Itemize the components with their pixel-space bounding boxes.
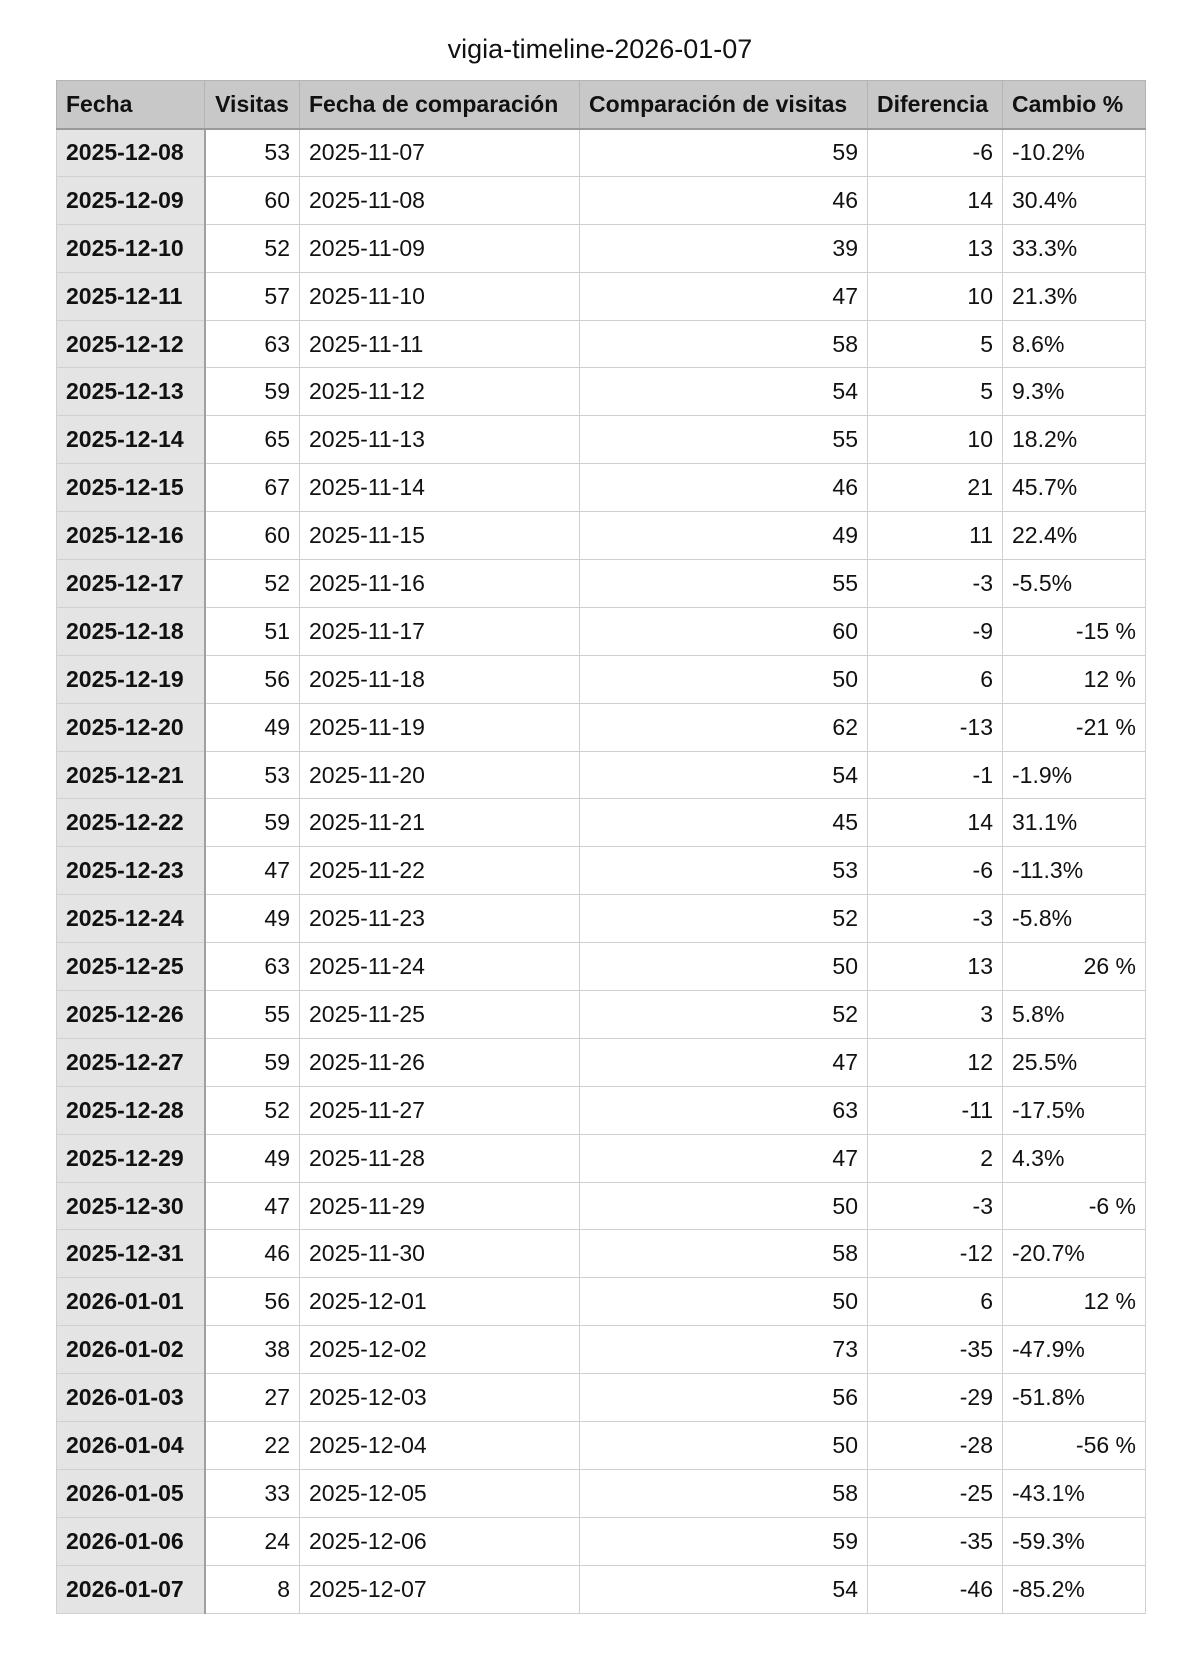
cell-fecha[interactable]: 2026-01-07 bbox=[57, 1565, 205, 1613]
cell-fecha-de-comparacion[interactable]: 2025-11-11 bbox=[300, 320, 580, 368]
cell-fecha[interactable]: 2025-12-19 bbox=[57, 655, 205, 703]
cell-visitas[interactable]: 49 bbox=[205, 703, 300, 751]
cell-fecha-de-comparacion[interactable]: 2025-11-19 bbox=[300, 703, 580, 751]
cell-comparacion-de-visitas[interactable]: 58 bbox=[580, 320, 868, 368]
cell-comparacion-de-visitas[interactable]: 47 bbox=[580, 272, 868, 320]
cell-cambio[interactable]: 30.4% bbox=[1003, 176, 1146, 224]
cell-fecha-de-comparacion[interactable]: 2025-11-17 bbox=[300, 607, 580, 655]
cell-cambio[interactable]: 22.4% bbox=[1003, 512, 1146, 560]
table-row bbox=[57, 1374, 1146, 1422]
table-row bbox=[57, 703, 1146, 751]
table-row bbox=[57, 272, 1146, 320]
cell-fecha[interactable]: 2025-12-28 bbox=[57, 1086, 205, 1134]
cell-comparacion-de-visitas[interactable]: 58 bbox=[580, 1469, 868, 1517]
cell-fecha-de-comparacion[interactable]: 2025-11-16 bbox=[300, 560, 580, 608]
cell-visitas[interactable]: 57 bbox=[205, 272, 300, 320]
cell-diferencia[interactable]: 14 bbox=[868, 799, 1003, 847]
cell-comparacion-de-visitas[interactable]: 47 bbox=[580, 1134, 868, 1182]
cell-fecha[interactable]: 2025-12-15 bbox=[57, 464, 205, 512]
cell-diferencia[interactable]: 13 bbox=[868, 224, 1003, 272]
table-row bbox=[57, 129, 1146, 177]
cell-comparacion-de-visitas[interactable]: 54 bbox=[580, 751, 868, 799]
table-row bbox=[57, 560, 1146, 608]
cell-diferencia[interactable]: 6 bbox=[868, 655, 1003, 703]
cell-comparacion-de-visitas[interactable]: 50 bbox=[580, 1182, 868, 1230]
cell-visitas[interactable]: 59 bbox=[205, 368, 300, 416]
cell-cambio[interactable]: -56 % bbox=[1003, 1422, 1146, 1470]
cell-comparacion-de-visitas[interactable]: 50 bbox=[580, 943, 868, 991]
sheet-title: vigia-timeline-2026-01-07 bbox=[447, 34, 753, 64]
cell-comparacion-de-visitas[interactable]: 50 bbox=[580, 655, 868, 703]
cell-fecha[interactable]: 2025-12-27 bbox=[57, 1038, 205, 1086]
cell-comparacion-de-visitas[interactable]: 58 bbox=[580, 1230, 868, 1278]
cell-cambio[interactable]: -11.3% bbox=[1003, 847, 1146, 895]
cell-cambio[interactable]: 5.8% bbox=[1003, 991, 1146, 1039]
cell-comparacion-de-visitas[interactable]: 46 bbox=[580, 464, 868, 512]
cell-visitas[interactable]: 27 bbox=[205, 1374, 300, 1422]
cell-cambio[interactable]: -59.3% bbox=[1003, 1517, 1146, 1565]
table-row bbox=[57, 320, 1146, 368]
cell-cambio[interactable]: 4.3% bbox=[1003, 1134, 1146, 1182]
cell-fecha-de-comparacion[interactable]: 2025-11-22 bbox=[300, 847, 580, 895]
cell-comparacion-de-visitas[interactable]: 54 bbox=[580, 1565, 868, 1613]
cell-diferencia[interactable]: 10 bbox=[868, 272, 1003, 320]
cell-fecha[interactable]: 2026-01-03 bbox=[57, 1374, 205, 1422]
cell-diferencia[interactable]: 12 bbox=[868, 1038, 1003, 1086]
cell-diferencia[interactable]: 5 bbox=[868, 320, 1003, 368]
cell-cambio[interactable]: -20.7% bbox=[1003, 1230, 1146, 1278]
cell-diferencia[interactable]: -12 bbox=[868, 1230, 1003, 1278]
cell-diferencia[interactable]: -9 bbox=[868, 607, 1003, 655]
cell-fecha-de-comparacion[interactable]: 2025-12-03 bbox=[300, 1374, 580, 1422]
cell-fecha-de-comparacion[interactable]: 2025-11-29 bbox=[300, 1182, 580, 1230]
cell-visitas[interactable]: 46 bbox=[205, 1230, 300, 1278]
cell-visitas[interactable]: 59 bbox=[205, 799, 300, 847]
cell-fecha[interactable]: 2025-12-08 bbox=[57, 129, 205, 177]
cell-diferencia[interactable]: -29 bbox=[868, 1374, 1003, 1422]
cell-fecha-de-comparacion[interactable]: 2025-11-30 bbox=[300, 1230, 580, 1278]
table-row bbox=[57, 1278, 1146, 1326]
cell-cambio[interactable]: -15 % bbox=[1003, 607, 1146, 655]
cell-fecha-de-comparacion[interactable]: 2025-11-14 bbox=[300, 464, 580, 512]
cell-visitas[interactable]: 52 bbox=[205, 560, 300, 608]
cell-fecha[interactable]: 2025-12-21 bbox=[57, 751, 205, 799]
cell-diferencia[interactable]: -13 bbox=[868, 703, 1003, 751]
cell-visitas[interactable]: 53 bbox=[205, 129, 300, 177]
cell-cambio[interactable]: -21 % bbox=[1003, 703, 1146, 751]
cell-visitas[interactable]: 51 bbox=[205, 607, 300, 655]
table-row bbox=[57, 1517, 1146, 1565]
cell-cambio[interactable]: 18.2% bbox=[1003, 416, 1146, 464]
cell-cambio[interactable]: -47.9% bbox=[1003, 1326, 1146, 1374]
cell-comparacion-de-visitas[interactable]: 39 bbox=[580, 224, 868, 272]
cell-fecha-de-comparacion[interactable]: 2025-11-12 bbox=[300, 368, 580, 416]
cell-visitas[interactable]: 38 bbox=[205, 1326, 300, 1374]
cell-fecha[interactable]: 2025-12-09 bbox=[57, 176, 205, 224]
cell-fecha[interactable]: 2025-12-13 bbox=[57, 368, 205, 416]
cell-cambio[interactable]: -10.2% bbox=[1003, 129, 1146, 177]
cell-visitas[interactable]: 60 bbox=[205, 512, 300, 560]
cell-fecha-de-comparacion[interactable]: 2025-11-07 bbox=[300, 129, 580, 177]
cell-cambio[interactable]: -85.2% bbox=[1003, 1565, 1146, 1613]
cell-fecha[interactable]: 2025-12-24 bbox=[57, 895, 205, 943]
cell-visitas[interactable]: 53 bbox=[205, 751, 300, 799]
cell-comparacion-de-visitas[interactable]: 55 bbox=[580, 416, 868, 464]
cell-cambio[interactable]: -5.8% bbox=[1003, 895, 1146, 943]
cell-visitas[interactable]: 65 bbox=[205, 416, 300, 464]
table-row bbox=[57, 1134, 1146, 1182]
cell-diferencia[interactable]: -6 bbox=[868, 847, 1003, 895]
cell-visitas[interactable]: 67 bbox=[205, 464, 300, 512]
table-row bbox=[57, 895, 1146, 943]
cell-cambio[interactable]: 25.5% bbox=[1003, 1038, 1146, 1086]
cell-fecha[interactable]: 2025-12-10 bbox=[57, 224, 205, 272]
cell-cambio[interactable]: 8.6% bbox=[1003, 320, 1146, 368]
cell-fecha-de-comparacion[interactable]: 2025-11-09 bbox=[300, 224, 580, 272]
cell-fecha[interactable]: 2025-12-12 bbox=[57, 320, 205, 368]
cell-diferencia[interactable]: -35 bbox=[868, 1517, 1003, 1565]
cell-diferencia[interactable]: -46 bbox=[868, 1565, 1003, 1613]
cell-visitas[interactable]: 49 bbox=[205, 1134, 300, 1182]
table-row bbox=[57, 512, 1146, 560]
cell-cambio[interactable]: 26 % bbox=[1003, 943, 1146, 991]
cell-fecha[interactable]: 2025-12-29 bbox=[57, 1134, 205, 1182]
table-row bbox=[57, 847, 1146, 895]
cell-fecha[interactable]: 2025-12-23 bbox=[57, 847, 205, 895]
cell-fecha[interactable]: 2026-01-05 bbox=[57, 1469, 205, 1517]
cell-fecha[interactable]: 2025-12-16 bbox=[57, 512, 205, 560]
cell-comparacion-de-visitas[interactable]: 63 bbox=[580, 1086, 868, 1134]
cell-diferencia[interactable]: -25 bbox=[868, 1469, 1003, 1517]
cell-diferencia[interactable]: -3 bbox=[868, 895, 1003, 943]
cell-comparacion-de-visitas[interactable]: 60 bbox=[580, 607, 868, 655]
cell-visitas[interactable]: 60 bbox=[205, 176, 300, 224]
cell-visitas[interactable]: 55 bbox=[205, 991, 300, 1039]
cell-diferencia[interactable]: 5 bbox=[868, 368, 1003, 416]
cell-cambio[interactable]: 21.3% bbox=[1003, 272, 1146, 320]
cell-fecha-de-comparacion[interactable]: 2025-11-26 bbox=[300, 1038, 580, 1086]
column-header-comparacion-de-visitas[interactable]: Comparación de visitas bbox=[580, 81, 868, 129]
cell-visitas[interactable]: 56 bbox=[205, 1278, 300, 1326]
cell-fecha-de-comparacion[interactable]: 2025-11-13 bbox=[300, 416, 580, 464]
cell-diferencia[interactable]: -28 bbox=[868, 1422, 1003, 1470]
cell-comparacion-de-visitas[interactable]: 73 bbox=[580, 1326, 868, 1374]
cell-fecha-de-comparacion[interactable]: 2025-12-02 bbox=[300, 1326, 580, 1374]
cell-fecha-de-comparacion[interactable]: 2025-12-04 bbox=[300, 1422, 580, 1470]
cell-comparacion-de-visitas[interactable]: 50 bbox=[580, 1278, 868, 1326]
cell-diferencia[interactable]: 10 bbox=[868, 416, 1003, 464]
header-row bbox=[57, 81, 1146, 129]
table-row bbox=[57, 943, 1146, 991]
cell-fecha-de-comparacion[interactable]: 2025-11-21 bbox=[300, 799, 580, 847]
cell-visitas[interactable]: 56 bbox=[205, 655, 300, 703]
cell-comparacion-de-visitas[interactable]: 52 bbox=[580, 991, 868, 1039]
cell-fecha[interactable]: 2025-12-22 bbox=[57, 799, 205, 847]
cell-comparacion-de-visitas[interactable]: 45 bbox=[580, 799, 868, 847]
cell-cambio[interactable]: -6 % bbox=[1003, 1182, 1146, 1230]
cell-fecha[interactable]: 2025-12-26 bbox=[57, 991, 205, 1039]
cell-fecha[interactable]: 2025-12-20 bbox=[57, 703, 205, 751]
column-header-fecha-de-comparacion[interactable]: Fecha de comparación bbox=[300, 81, 580, 129]
cell-visitas[interactable]: 59 bbox=[205, 1038, 300, 1086]
cell-cambio[interactable]: 31.1% bbox=[1003, 799, 1146, 847]
cell-fecha[interactable]: 2026-01-02 bbox=[57, 1326, 205, 1374]
cell-fecha[interactable]: 2025-12-17 bbox=[57, 560, 205, 608]
cell-comparacion-de-visitas[interactable]: 59 bbox=[580, 1517, 868, 1565]
cell-diferencia[interactable]: -3 bbox=[868, 560, 1003, 608]
cell-fecha-de-comparacion[interactable]: 2025-11-20 bbox=[300, 751, 580, 799]
cell-cambio[interactable]: -1.9% bbox=[1003, 751, 1146, 799]
cell-cambio[interactable]: -17.5% bbox=[1003, 1086, 1146, 1134]
cell-diferencia[interactable]: 2 bbox=[868, 1134, 1003, 1182]
cell-fecha-de-comparacion[interactable]: 2025-11-25 bbox=[300, 991, 580, 1039]
table-row bbox=[57, 1326, 1146, 1374]
cell-visitas[interactable]: 33 bbox=[205, 1469, 300, 1517]
column-header-cambio[interactable]: Cambio % bbox=[1003, 81, 1146, 129]
cell-comparacion-de-visitas[interactable]: 49 bbox=[580, 512, 868, 560]
cell-diferencia[interactable]: -11 bbox=[868, 1086, 1003, 1134]
table-row bbox=[57, 799, 1146, 847]
table-row bbox=[57, 1230, 1146, 1278]
table-row bbox=[57, 1469, 1146, 1517]
cell-diferencia[interactable]: 6 bbox=[868, 1278, 1003, 1326]
cell-fecha[interactable]: 2025-12-14 bbox=[57, 416, 205, 464]
cell-visitas[interactable]: 52 bbox=[205, 224, 300, 272]
cell-diferencia[interactable]: -3 bbox=[868, 1182, 1003, 1230]
cell-fecha-de-comparacion[interactable]: 2025-11-15 bbox=[300, 512, 580, 560]
cell-fecha-de-comparacion[interactable]: 2025-11-28 bbox=[300, 1134, 580, 1182]
table-row bbox=[57, 368, 1146, 416]
table-row bbox=[57, 607, 1146, 655]
cell-diferencia[interactable]: 21 bbox=[868, 464, 1003, 512]
cell-visitas[interactable]: 63 bbox=[205, 943, 300, 991]
cell-fecha-de-comparacion[interactable]: 2025-12-06 bbox=[300, 1517, 580, 1565]
cell-visitas[interactable]: 52 bbox=[205, 1086, 300, 1134]
cell-fecha-de-comparacion[interactable]: 2025-11-10 bbox=[300, 272, 580, 320]
cell-cambio[interactable]: 12 % bbox=[1003, 1278, 1146, 1326]
cell-diferencia[interactable]: 14 bbox=[868, 176, 1003, 224]
data-table bbox=[56, 80, 1146, 1614]
cell-diferencia[interactable]: -35 bbox=[868, 1326, 1003, 1374]
cell-fecha-de-comparacion[interactable]: 2025-11-23 bbox=[300, 895, 580, 943]
table-row bbox=[57, 655, 1146, 703]
cell-cambio[interactable]: 9.3% bbox=[1003, 368, 1146, 416]
cell-comparacion-de-visitas[interactable]: 55 bbox=[580, 560, 868, 608]
cell-fecha-de-comparacion[interactable]: 2025-12-05 bbox=[300, 1469, 580, 1517]
cell-cambio[interactable]: 33.3% bbox=[1003, 224, 1146, 272]
cell-diferencia[interactable]: -1 bbox=[868, 751, 1003, 799]
cell-comparacion-de-visitas[interactable]: 46 bbox=[580, 176, 868, 224]
table-row bbox=[57, 991, 1146, 1039]
cell-comparacion-de-visitas[interactable]: 50 bbox=[580, 1422, 868, 1470]
table-row bbox=[57, 416, 1146, 464]
cell-diferencia[interactable]: -6 bbox=[868, 129, 1003, 177]
table-body bbox=[57, 129, 1146, 1614]
cell-fecha[interactable]: 2026-01-04 bbox=[57, 1422, 205, 1470]
cell-comparacion-de-visitas[interactable]: 47 bbox=[580, 1038, 868, 1086]
cell-fecha-de-comparacion[interactable]: 2025-11-27 bbox=[300, 1086, 580, 1134]
cell-cambio[interactable]: 12 % bbox=[1003, 655, 1146, 703]
table-row bbox=[57, 1182, 1146, 1230]
cell-visitas[interactable]: 47 bbox=[205, 1182, 300, 1230]
cell-comparacion-de-visitas[interactable]: 59 bbox=[580, 129, 868, 177]
cell-fecha-de-comparacion[interactable]: 2025-12-01 bbox=[300, 1278, 580, 1326]
cell-diferencia[interactable]: 13 bbox=[868, 943, 1003, 991]
cell-fecha[interactable]: 2025-12-18 bbox=[57, 607, 205, 655]
cell-diferencia[interactable]: 3 bbox=[868, 991, 1003, 1039]
cell-cambio[interactable]: -51.8% bbox=[1003, 1374, 1146, 1422]
cell-cambio[interactable]: 45.7% bbox=[1003, 464, 1146, 512]
cell-visitas[interactable]: 47 bbox=[205, 847, 300, 895]
cell-fecha[interactable]: 2025-12-30 bbox=[57, 1182, 205, 1230]
cell-diferencia[interactable]: 11 bbox=[868, 512, 1003, 560]
cell-fecha-de-comparacion[interactable]: 2025-11-18 bbox=[300, 655, 580, 703]
cell-cambio[interactable]: -43.1% bbox=[1003, 1469, 1146, 1517]
cell-fecha-de-comparacion[interactable]: 2025-11-24 bbox=[300, 943, 580, 991]
cell-comparacion-de-visitas[interactable]: 53 bbox=[580, 847, 868, 895]
cell-comparacion-de-visitas[interactable]: 56 bbox=[580, 1374, 868, 1422]
cell-fecha[interactable]: 2026-01-06 bbox=[57, 1517, 205, 1565]
cell-comparacion-de-visitas[interactable]: 52 bbox=[580, 895, 868, 943]
cell-comparacion-de-visitas[interactable]: 62 bbox=[580, 703, 868, 751]
table-row bbox=[57, 1038, 1146, 1086]
cell-fecha[interactable]: 2025-12-31 bbox=[57, 1230, 205, 1278]
cell-visitas[interactable]: 24 bbox=[205, 1517, 300, 1565]
cell-visitas[interactable]: 8 bbox=[205, 1565, 300, 1613]
table-row bbox=[57, 1422, 1146, 1470]
table-row bbox=[57, 464, 1146, 512]
column-header-fecha[interactable]: Fecha bbox=[57, 81, 205, 129]
table-row bbox=[57, 1565, 1146, 1613]
cell-comparacion-de-visitas[interactable]: 54 bbox=[580, 368, 868, 416]
cell-fecha[interactable]: 2025-12-11 bbox=[57, 272, 205, 320]
column-header-diferencia[interactable]: Diferencia bbox=[868, 81, 1003, 129]
table-row bbox=[57, 1086, 1146, 1134]
table-row bbox=[57, 751, 1146, 799]
column-header-visitas[interactable]: Visitas bbox=[205, 81, 300, 129]
table-row bbox=[57, 176, 1146, 224]
cell-fecha-de-comparacion[interactable]: 2025-12-07 bbox=[300, 1565, 580, 1613]
table-row bbox=[57, 224, 1146, 272]
cell-visitas[interactable]: 49 bbox=[205, 895, 300, 943]
cell-visitas[interactable]: 63 bbox=[205, 320, 300, 368]
cell-visitas[interactable]: 22 bbox=[205, 1422, 300, 1470]
cell-fecha[interactable]: 2025-12-25 bbox=[57, 943, 205, 991]
cell-fecha-de-comparacion[interactable]: 2025-11-08 bbox=[300, 176, 580, 224]
cell-cambio[interactable]: -5.5% bbox=[1003, 560, 1146, 608]
cell-fecha[interactable]: 2026-01-01 bbox=[57, 1278, 205, 1326]
